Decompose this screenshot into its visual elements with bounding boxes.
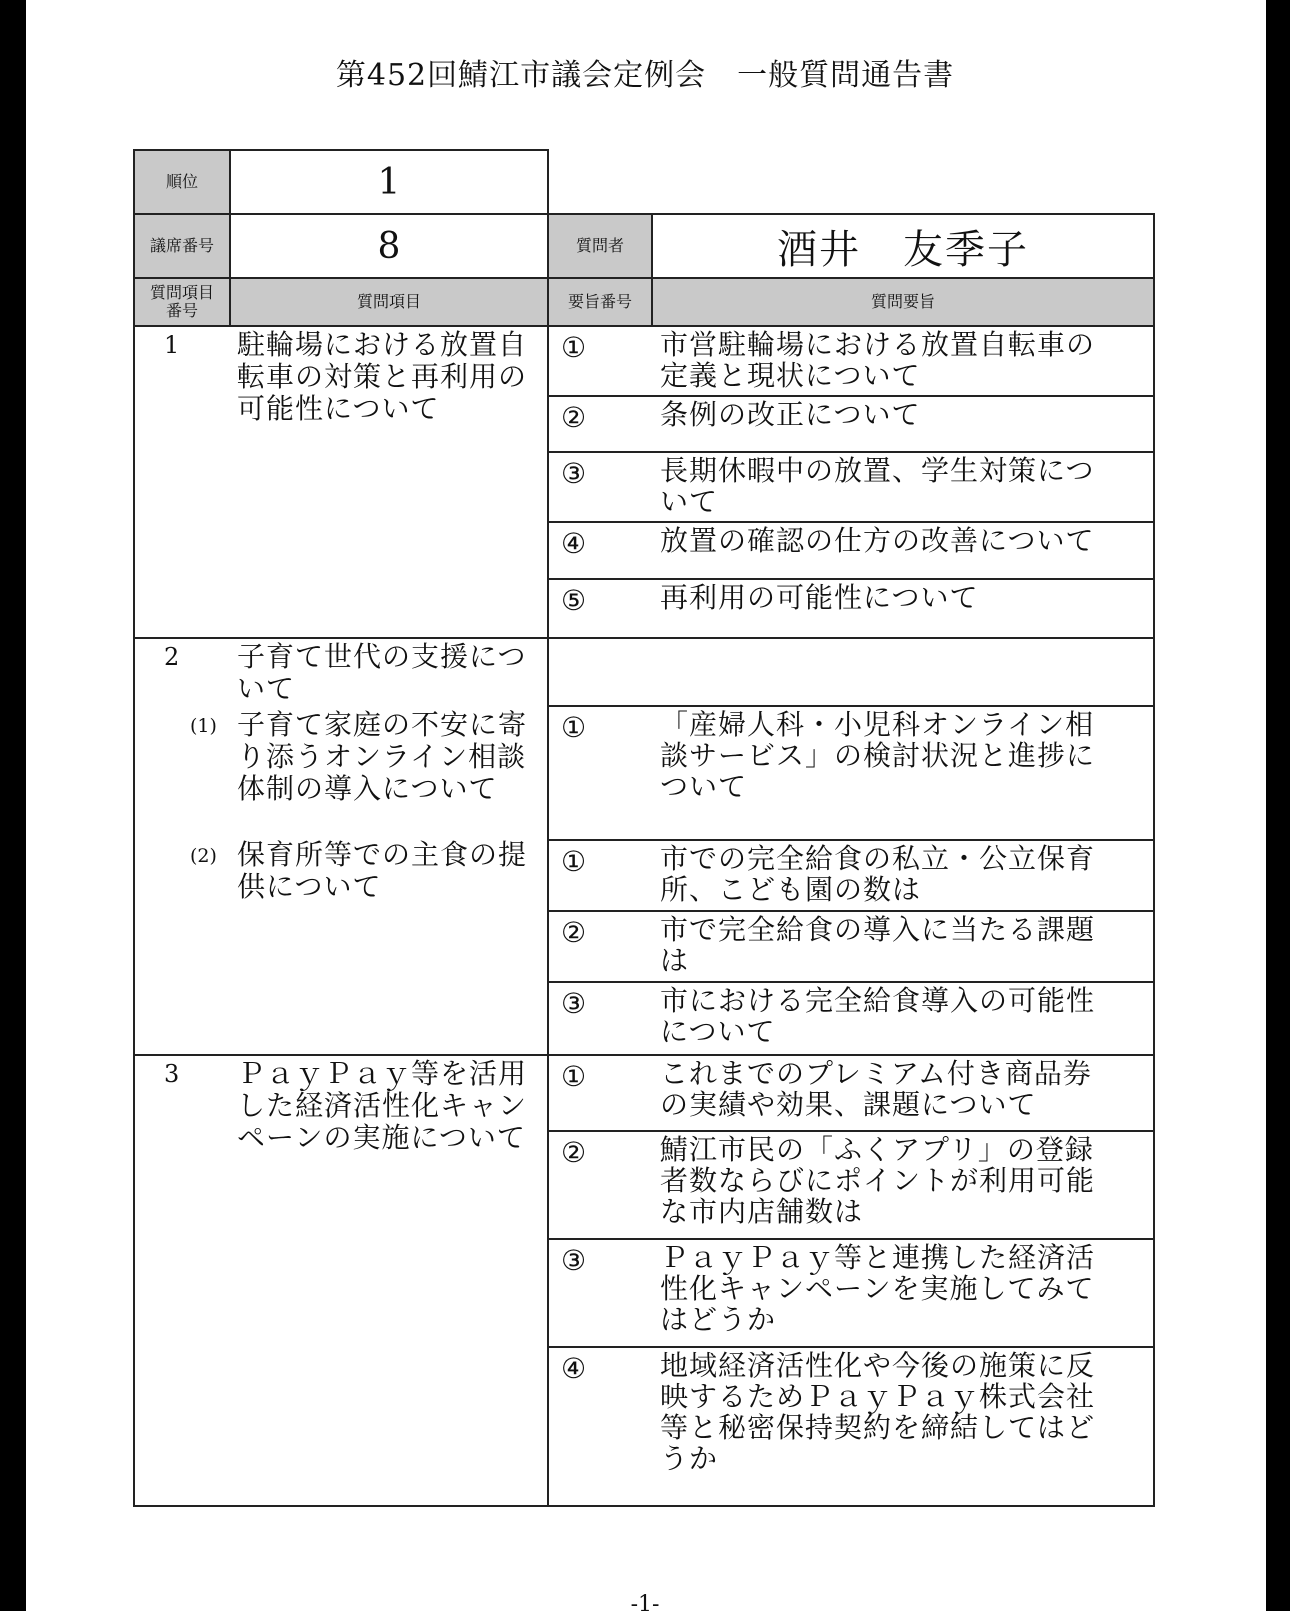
col-summary-no-header: 要旨番号 — [547, 277, 653, 327]
item-3-title: ＰａｙＰａｙ等を活用した経済活性化キャンペーンの実施について — [237, 1057, 528, 1154]
item-2-summary-empty — [547, 637, 1155, 707]
rank-value: 1 — [229, 149, 549, 215]
page-number: -1- — [630, 1592, 660, 1617]
summary-mark: ① — [561, 1060, 587, 1093]
summary-mark: ④ — [561, 1352, 587, 1385]
seat-value: 8 — [229, 213, 549, 279]
page-edge-right — [1266, 0, 1290, 1611]
summary-text: ＰａｙＰａｙ等と連携した経済活性化キャンペーンを実施してみてはどうか — [660, 1241, 1096, 1336]
summary-text: 市における完全給食導入の可能性について — [660, 984, 1096, 1048]
item-2-block — [133, 637, 549, 1056]
item-2-sub-2-number: (2) — [190, 845, 217, 867]
summary-text: 「産婦人科・小児科オンライン相談サービス」の検討状況と進捗について — [660, 708, 1096, 803]
summary-text: 市での完全給食の私立・公立保育所、こども園の数は — [660, 842, 1096, 906]
summary-text: 放置の確認の仕方の改善について — [660, 524, 1095, 557]
item-1-summary-3 — [547, 451, 1155, 523]
item-1-summary-1 — [547, 325, 1155, 397]
questioner-label: 質問者 — [547, 213, 653, 279]
item-1-title: 駐輪場における放置自転車の対策と再利用の可能性について — [237, 328, 528, 425]
document-title: 第452回鯖江市議会定例会 一般質問通告書 — [335, 58, 955, 93]
summary-mark: ② — [561, 916, 587, 949]
summary-text: 鯖江市民の「ふくアプリ」の登録者数ならびにポイントが利用可能な市内店舗数は — [660, 1133, 1096, 1228]
item-2-sub-1-summary-1 — [547, 705, 1155, 841]
item-3-summary-3 — [547, 1238, 1155, 1348]
item-1-summary-4 — [547, 521, 1155, 580]
item-3-summary-2 — [547, 1130, 1155, 1240]
item-1-summary-5 — [547, 578, 1155, 639]
summary-mark: ① — [561, 711, 587, 744]
summary-mark: ① — [561, 845, 587, 878]
summary-mark: ② — [561, 401, 587, 434]
summary-mark: ⑤ — [561, 584, 587, 617]
item-2-sub-2-summary-1 — [547, 839, 1155, 912]
item-2-sub-2-title: 保育所等での主食の提供について — [237, 838, 528, 903]
summary-text: 再利用の可能性について — [660, 581, 979, 614]
rank-label: 順位 — [133, 149, 231, 215]
item-3-summary-4 — [547, 1346, 1155, 1507]
page-edge-left — [0, 0, 26, 1611]
col-item-header: 質問項目 — [229, 277, 549, 327]
summary-mark: ① — [561, 331, 587, 364]
item-3-block — [133, 1054, 549, 1507]
item-2-sub-1-title: 子育て家庭の不安に寄り添うオンライン相談体制の導入について — [237, 708, 528, 805]
summary-text: 条例の改正について — [660, 398, 921, 431]
item-2-number: 2 — [164, 643, 180, 671]
summary-text: 市営駐輪場における放置自転車の定義と現状について — [660, 328, 1096, 392]
summary-text: 長期休暇中の放置、学生対策について — [660, 454, 1095, 518]
item-2-sub-2-summary-2 — [547, 910, 1155, 983]
summary-mark: ② — [561, 1136, 587, 1169]
summary-text: 地域経済活性化や今後の施策に反映するためＰａｙＰａｙ株式会社等と秘密保持契約を締結してはどうか — [660, 1349, 1096, 1475]
summary-mark: ③ — [561, 987, 587, 1020]
col-item-no-header: 質問項目番号 — [133, 277, 231, 327]
col-summary-header: 質問要旨 — [651, 277, 1155, 327]
item-1-summary-2 — [547, 395, 1155, 453]
item-3-summary-1 — [547, 1054, 1155, 1132]
summary-mark: ③ — [561, 457, 587, 490]
summary-text: 市で完全給食の導入に当たる課題は — [660, 913, 1096, 977]
questioner-value: 酒井 友季子 — [651, 213, 1155, 279]
item-2-sub-2-summary-3 — [547, 981, 1155, 1056]
item-1-block — [133, 325, 549, 639]
summary-text: これまでのプレミアム付き商品券の実績や効果、課題について — [660, 1057, 1092, 1121]
summary-mark: ③ — [561, 1244, 587, 1277]
item-2-title: 子育て世代の支援について — [237, 640, 527, 705]
item-3-number: 3 — [164, 1060, 180, 1088]
summary-mark: ④ — [561, 527, 587, 560]
item-1-number: 1 — [164, 331, 180, 359]
item-2-sub-1-number: (1) — [190, 715, 217, 737]
seat-label: 議席番号 — [133, 213, 231, 279]
